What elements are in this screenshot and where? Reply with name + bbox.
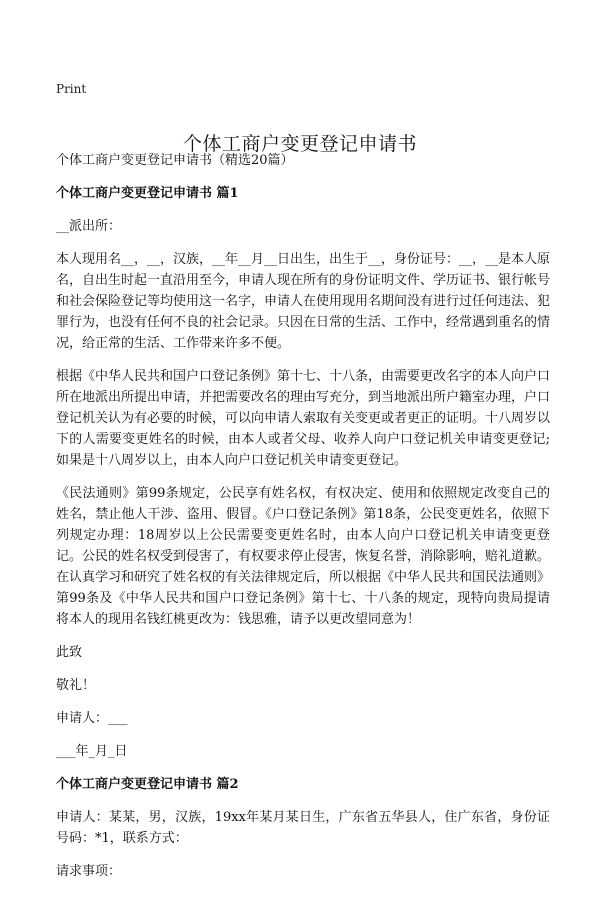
closing-line: 此致 bbox=[56, 645, 83, 660]
document-body bbox=[56, 150, 550, 894]
document-subtitle: 个体工商户变更登记申请书（精选20篇） bbox=[56, 153, 294, 168]
paragraph: 《民法通则》第99条规定，公民享有姓名权，有权决定、使用和依照规定改变自己的姓名，禁止他人干涉、盗用、假冒。《户口登记条例》第18条，公民变更姓名，依照下列规定办理：18周岁以上公民需要变更姓名时，由本人向户口登记机关申请变更登记。公民的姓名权受到侵害了，有权要求停止侵害，恢复名誉，消除影响，赔礼道歉。在认真学习和研究了姓名权的有关法律规定后，所以根据《中华人民共和国民法通则》第99条及《中华人民共和国户口登记条例》第十七、十八条的规定，现特向贵局提请将本人的现用名钱红桃更改为：钱思雅，请予以更改望同意为！ bbox=[56, 486, 551, 627]
date-line: ___年_月_日 bbox=[56, 744, 128, 759]
addressee-line: __派出所： bbox=[56, 219, 122, 234]
paragraph: 请求事项： bbox=[56, 864, 122, 879]
paragraph: 申请人：某某，男，汉族，19xx年某月某日生，广东省五华县人，住广东省，身份证号码：*1，联系方式： bbox=[56, 810, 550, 846]
paragraph: 本人现用名__，__，汉族，__年__月__日出生，出生于__，身份证号：__，__是本人原名，自出生时起一直沿用至今，申请人现在所有的身份证明文件、学历证书、银行帐号和社会保险登记等均使用这一名字，申请人在使用现用名期间没有进行过任何违法、犯罪行为，也没有任何不良的社会记录。只因在日常的生活、工作中，经常遇到重名的情况，给正常的生活、工作带来许多不便。 bbox=[56, 252, 551, 351]
closing-line: 敬礼！ bbox=[56, 678, 96, 693]
print-label: Print bbox=[56, 82, 87, 96]
applicant-line: 申请人：___ bbox=[56, 711, 128, 726]
paragraph: 根据《中华人民共和国户口登记条例》第十七、十八条，由需要更改名字的本人向户口所在地派出所提出申请，并把需要改名的理由写充分，到当地派出所户籍室办理，户口登记机关认为有必要的时候，可以向申请人索取有关变更或者更正的证明。十八周岁以下的人需要变更姓名的时候，由本人或者父母、收养人向户口登记机关申请变更登记;如果是十八周岁以上，由本人向户口登记机关申请变更登记。 bbox=[56, 369, 551, 468]
document-title: 个体工商户变更登记申请书 bbox=[182, 132, 417, 155]
section-heading-1: 个体工商户变更登记申请书 篇1 bbox=[56, 186, 239, 201]
section-heading-2: 个体工商户变更登记申请书 篇2 bbox=[56, 777, 239, 792]
